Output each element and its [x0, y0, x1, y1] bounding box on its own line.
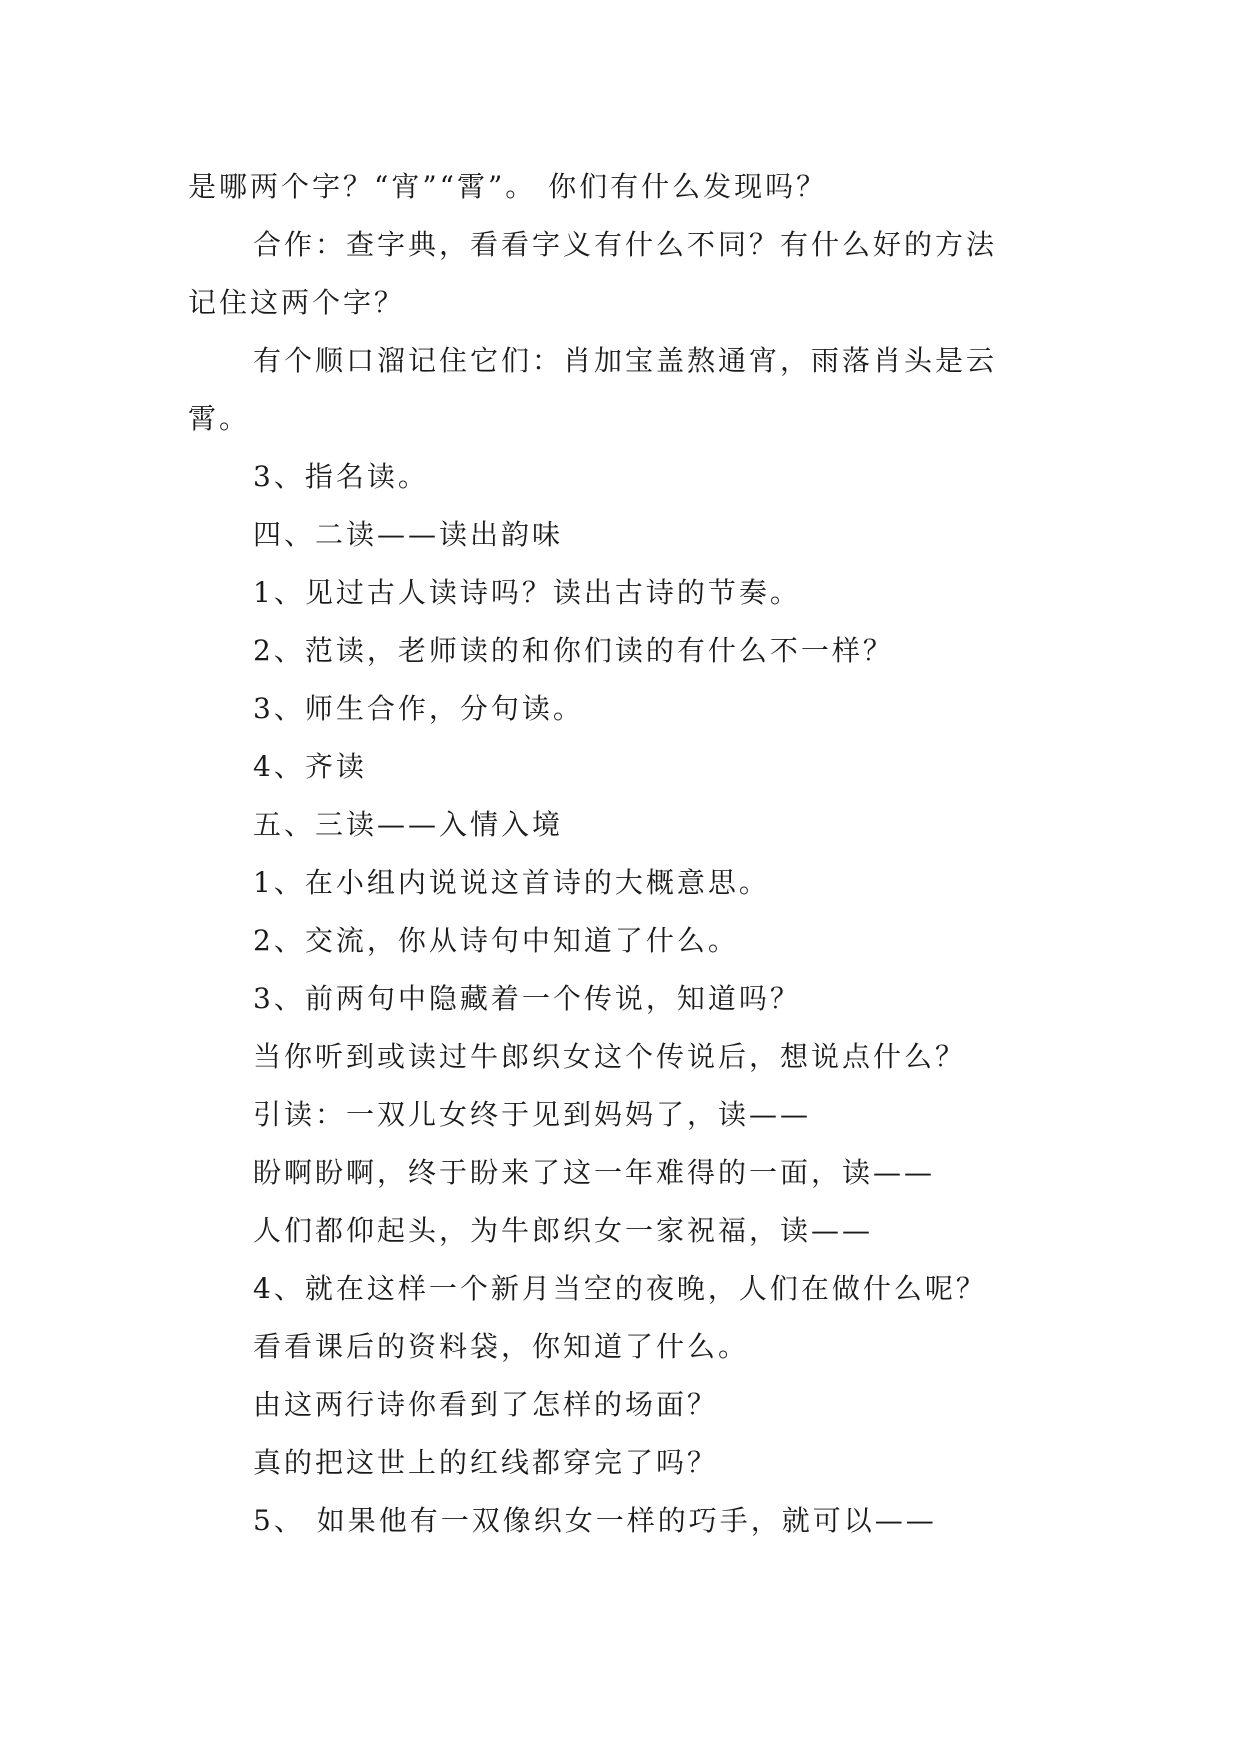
document-body — [0, 158, 1241, 1550]
text-line: 由这两行诗你看到了怎样的场面？ — [253, 1388, 719, 1421]
section-heading: 五、三读——入情入境 — [253, 808, 564, 841]
text-line: 3、前两句中隐藏着一个传说，知道吗？ — [253, 982, 801, 1015]
text-line: 2、范读，老师读的和你们读的有什么不一样？ — [253, 634, 894, 667]
text-line: 人们都仰起头，为牛郎织女一家祝福，读—— — [253, 1214, 874, 1247]
text-line: 霄。 — [188, 402, 251, 435]
text-line: 3、指名读。 — [253, 460, 429, 493]
text-line: 2、交流，你从诗句中知道了什么。 — [253, 924, 739, 957]
text-line: 1、在小组内说说这首诗的大概意思。 — [253, 866, 770, 899]
text-line: 4、就在这样一个新月当空的夜晚，人们在做什么呢？ — [253, 1272, 987, 1305]
text-line: 盼啊盼啊，终于盼来了这一年难得的一面，读—— — [253, 1156, 936, 1189]
text-line: 引读：一双儿女终于见到妈妈了，读—— — [253, 1098, 812, 1131]
text-line: 3、师生合作，分句读。 — [253, 692, 584, 725]
text-line: 是哪两个字？“宵”“霄”。 你们有什么发现吗？ — [188, 170, 828, 203]
text-line: 看看课后的资料袋，你知道了什么。 — [253, 1330, 750, 1363]
text-line: 记住这两个字？ — [188, 286, 406, 319]
text-line: 4、齐读 — [253, 750, 367, 783]
text-line: 5、 如果他有一双像织女一样的巧手，就可以—— — [253, 1504, 937, 1537]
text-line: 1、见过古人读诗吗？读出古诗的节奏。 — [253, 576, 801, 609]
text-line: 合作：查字典，看看字义有什么不同？有什么好的方法 — [253, 228, 998, 261]
text-line: 当你听到或读过牛郎织女这个传说后，想说点什么？ — [253, 1040, 967, 1073]
text-line: 有个顺口溜记住它们：肖加宝盖熬通宵，雨落肖头是云 — [253, 344, 998, 377]
text-line: 真的把这世上的红线都穿完了吗？ — [253, 1446, 719, 1479]
section-heading: 四、二读——读出韵味 — [253, 518, 564, 551]
